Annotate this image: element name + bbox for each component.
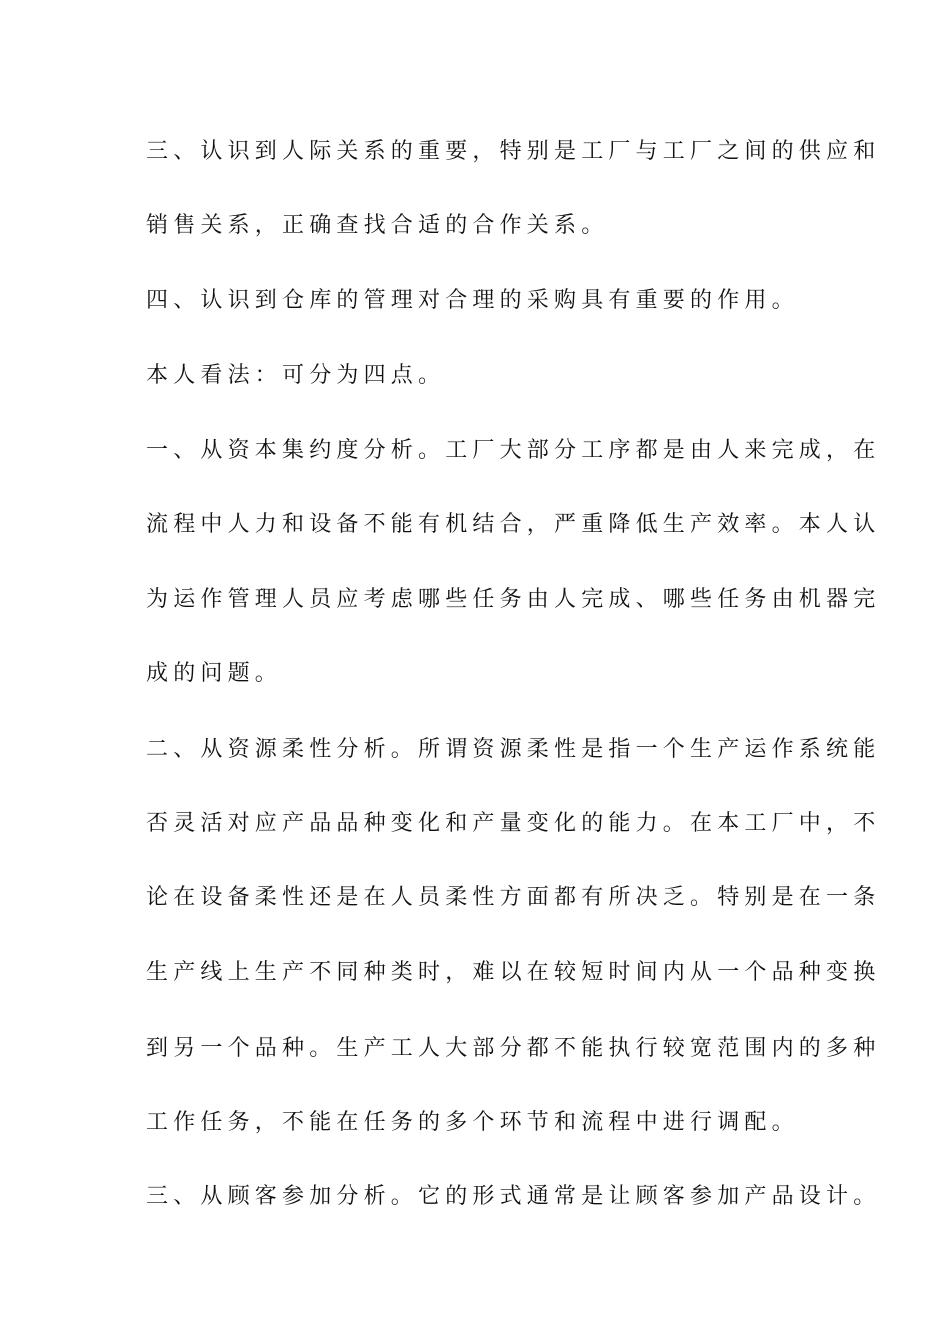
text-line: 到另一个品种。生产工人大部分都不能执行较宽范围内的多种 (146, 1036, 881, 1061)
text-line: 本人看法：可分为四点。 (146, 363, 446, 388)
text-line: 四、认识到仓库的管理对合理的采购具有重要的作用。 (146, 288, 799, 313)
text-line: 一、从资本集约度分析。工厂大部分工序都是由人来完成，在 (146, 438, 881, 463)
text-line: 生产线上生产不同种类时，难以在较短时间内从一个品种变换 (146, 960, 881, 985)
text-line: 工作任务，不能在任务的多个环节和流程中进行调配。 (146, 1110, 799, 1135)
text-line: 论在设备柔性还是在人员柔性方面都有所决乏。特别是在一条 (146, 885, 881, 910)
text-line: 为运作管理人员应考虑哪些任务由人完成、哪些任务由机器完 (146, 587, 881, 612)
text-line: 流程中人力和设备不能有机结合，严重降低生产效率。本人认 (146, 512, 881, 537)
text-line: 三、从顾客参加分析。它的形式通常是让顾客参加产品设计。 (146, 1184, 881, 1209)
text-line: 二、从资源柔性分析。所谓资源柔性是指一个生产运作系统能 (146, 737, 881, 762)
text-line: 成的问题。 (146, 661, 283, 686)
text-line: 三、认识到人际关系的重要，特别是工厂与工厂之间的供应和 (146, 139, 881, 164)
text-line: 销售关系，正确查找合适的合作关系。 (146, 213, 609, 238)
text-line: 否灵活对应产品品种变化和产量变化的能力。在本工厂中，不 (146, 811, 881, 836)
